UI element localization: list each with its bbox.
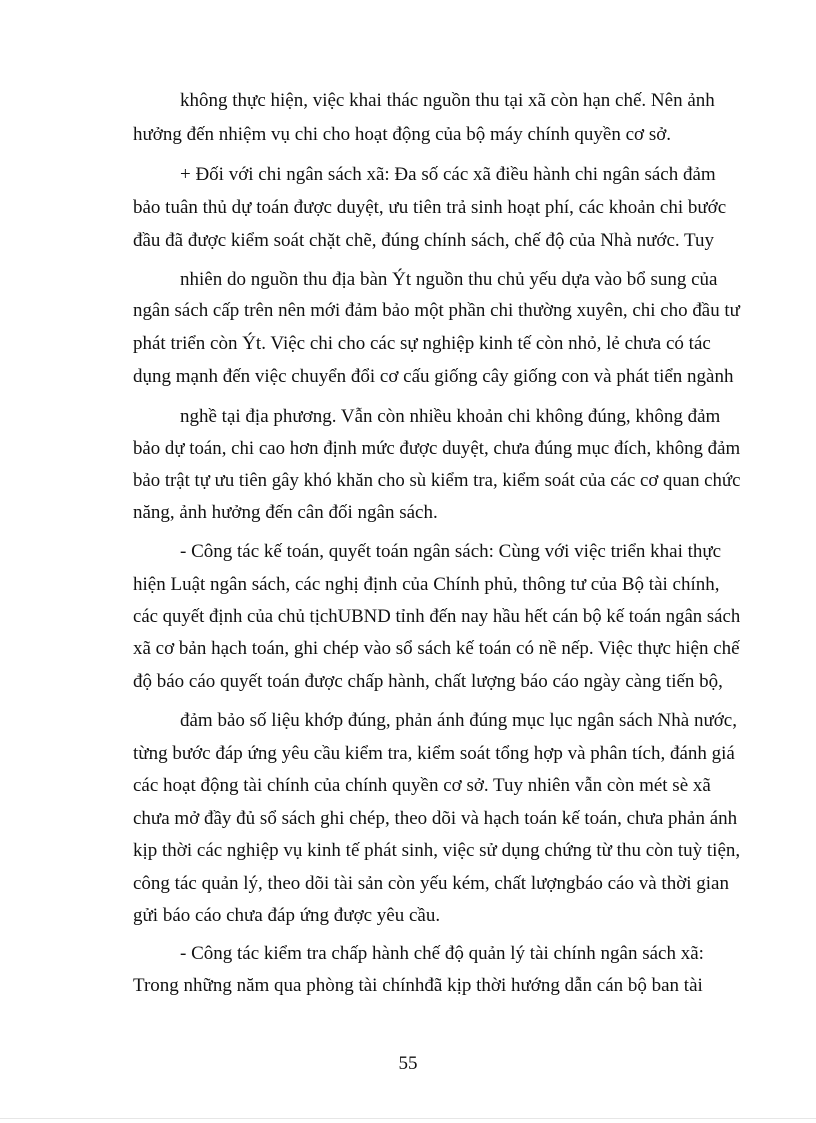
text-line: đảm bảo số liệu khớp đúng, phản ánh đúng mục lục ngân sách Nhà nước, [180,710,737,731]
text-line: độ báo cáo quyết toán được chấp hành, chất lượng báo cáo ngày càng tiến bộ, [133,671,723,692]
text-line: từng bước đáp ứng yêu cầu kiểm tra, kiểm soát tổng hợp và phân tích, đánh giá [133,743,735,764]
text-line: không thực hiện, việc khai thác nguồn thu tại xã còn hạn chế. Nên ảnh [180,90,715,111]
text-line: các quyết định của chủ tịchUBND tỉnh đến nay hầu hết cán bộ kế toán ngân sách [133,606,741,627]
page-number: 55 [398,1053,418,1074]
text-line: Trong những năm qua phòng tài chínhđã kịp thời hướng dẫn cán bộ ban tài [133,975,703,996]
text-line: bảo trật tự ưu tiên gây khó khăn cho sù kiểm tra, kiểm soát của các cơ quan chức [133,470,741,491]
page-edge-divider [0,1118,816,1119]
text-line: đầu đã được kiểm soát chặt chẽ, đúng chính sách, chế độ của Nhà nước. Tuy [133,230,714,251]
text-line: các hoạt động tài chính của chính quyền cơ sở. Tuy nhiên vẫn còn mét sè xã [133,775,711,796]
text-line: + Đối với chi ngân sách xã: Đa số các xã điều hành chi ngân sách đảm [180,164,716,185]
text-line: xã cơ bản hạch toán, ghi chép vào sổ sách kế toán có nề nếp. Việc thực hiện chế [133,638,740,659]
text-line: - Công tác kiểm tra chấp hành chế độ quản lý tài chính ngân sách xã: [180,943,704,964]
text-line: ngân sách cấp trên nên mới đảm bảo một phần chi thường xuyên, chi cho đầu tư [133,300,740,321]
text-line: gửi báo cáo chưa đáp ứng được yêu cầu. [133,905,441,926]
text-line: kịp thời các nghiệp vụ kinh tế phát sinh, việc sử dụng chứng từ thu còn tuỳ tiện, [133,840,741,861]
text-line: nghề tại địa phương. Vẫn còn nhiều khoản chi không đúng, không đảm [180,406,721,427]
text-line: bảo dự toán, chi cao hơn định mức được duyệt, chưa đúng mục đích, không đảm [133,438,741,459]
text-line: - Công tác kế toán, quyết toán ngân sách: Cùng với việc triển khai thực [180,541,722,562]
text-line: chưa mở đầy đủ sổ sách ghi chép, theo dõi và hạch toán kế toán, chưa phản ánh [133,808,738,829]
text-line: dụng mạnh đến việc chuyển đổi cơ cấu giống cây giống con và phát tiển ngành [133,366,734,387]
text-line: công tác quản lý, theo dõi tài sản còn yếu kém, chất lượngbáo cáo và thời gian [133,873,729,894]
text-line: hiện Luật ngân sách, các nghị định của Chính phủ, thông tư của Bộ tài chính, [133,574,720,595]
text-line: nhiên do nguồn thu địa bàn Ýt nguồn thu chủ yếu dựa vào bổ sung của [180,269,718,290]
text-line: phát triển còn Ýt. Việc chi cho các sự nghiệp kinh tế còn nhỏ, lẻ chưa có tác [133,333,711,354]
text-line: hưởng đến nhiệm vụ chi cho hoạt động của bộ máy chính quyền cơ sở. [133,124,672,145]
text-line: bảo tuân thủ dự toán được duyệt, ưu tiên trả sinh hoạt phí, các khoản chi bước [133,197,727,218]
text-line: năng, ảnh hưởng đến cân đối ngân sách. [133,502,438,523]
